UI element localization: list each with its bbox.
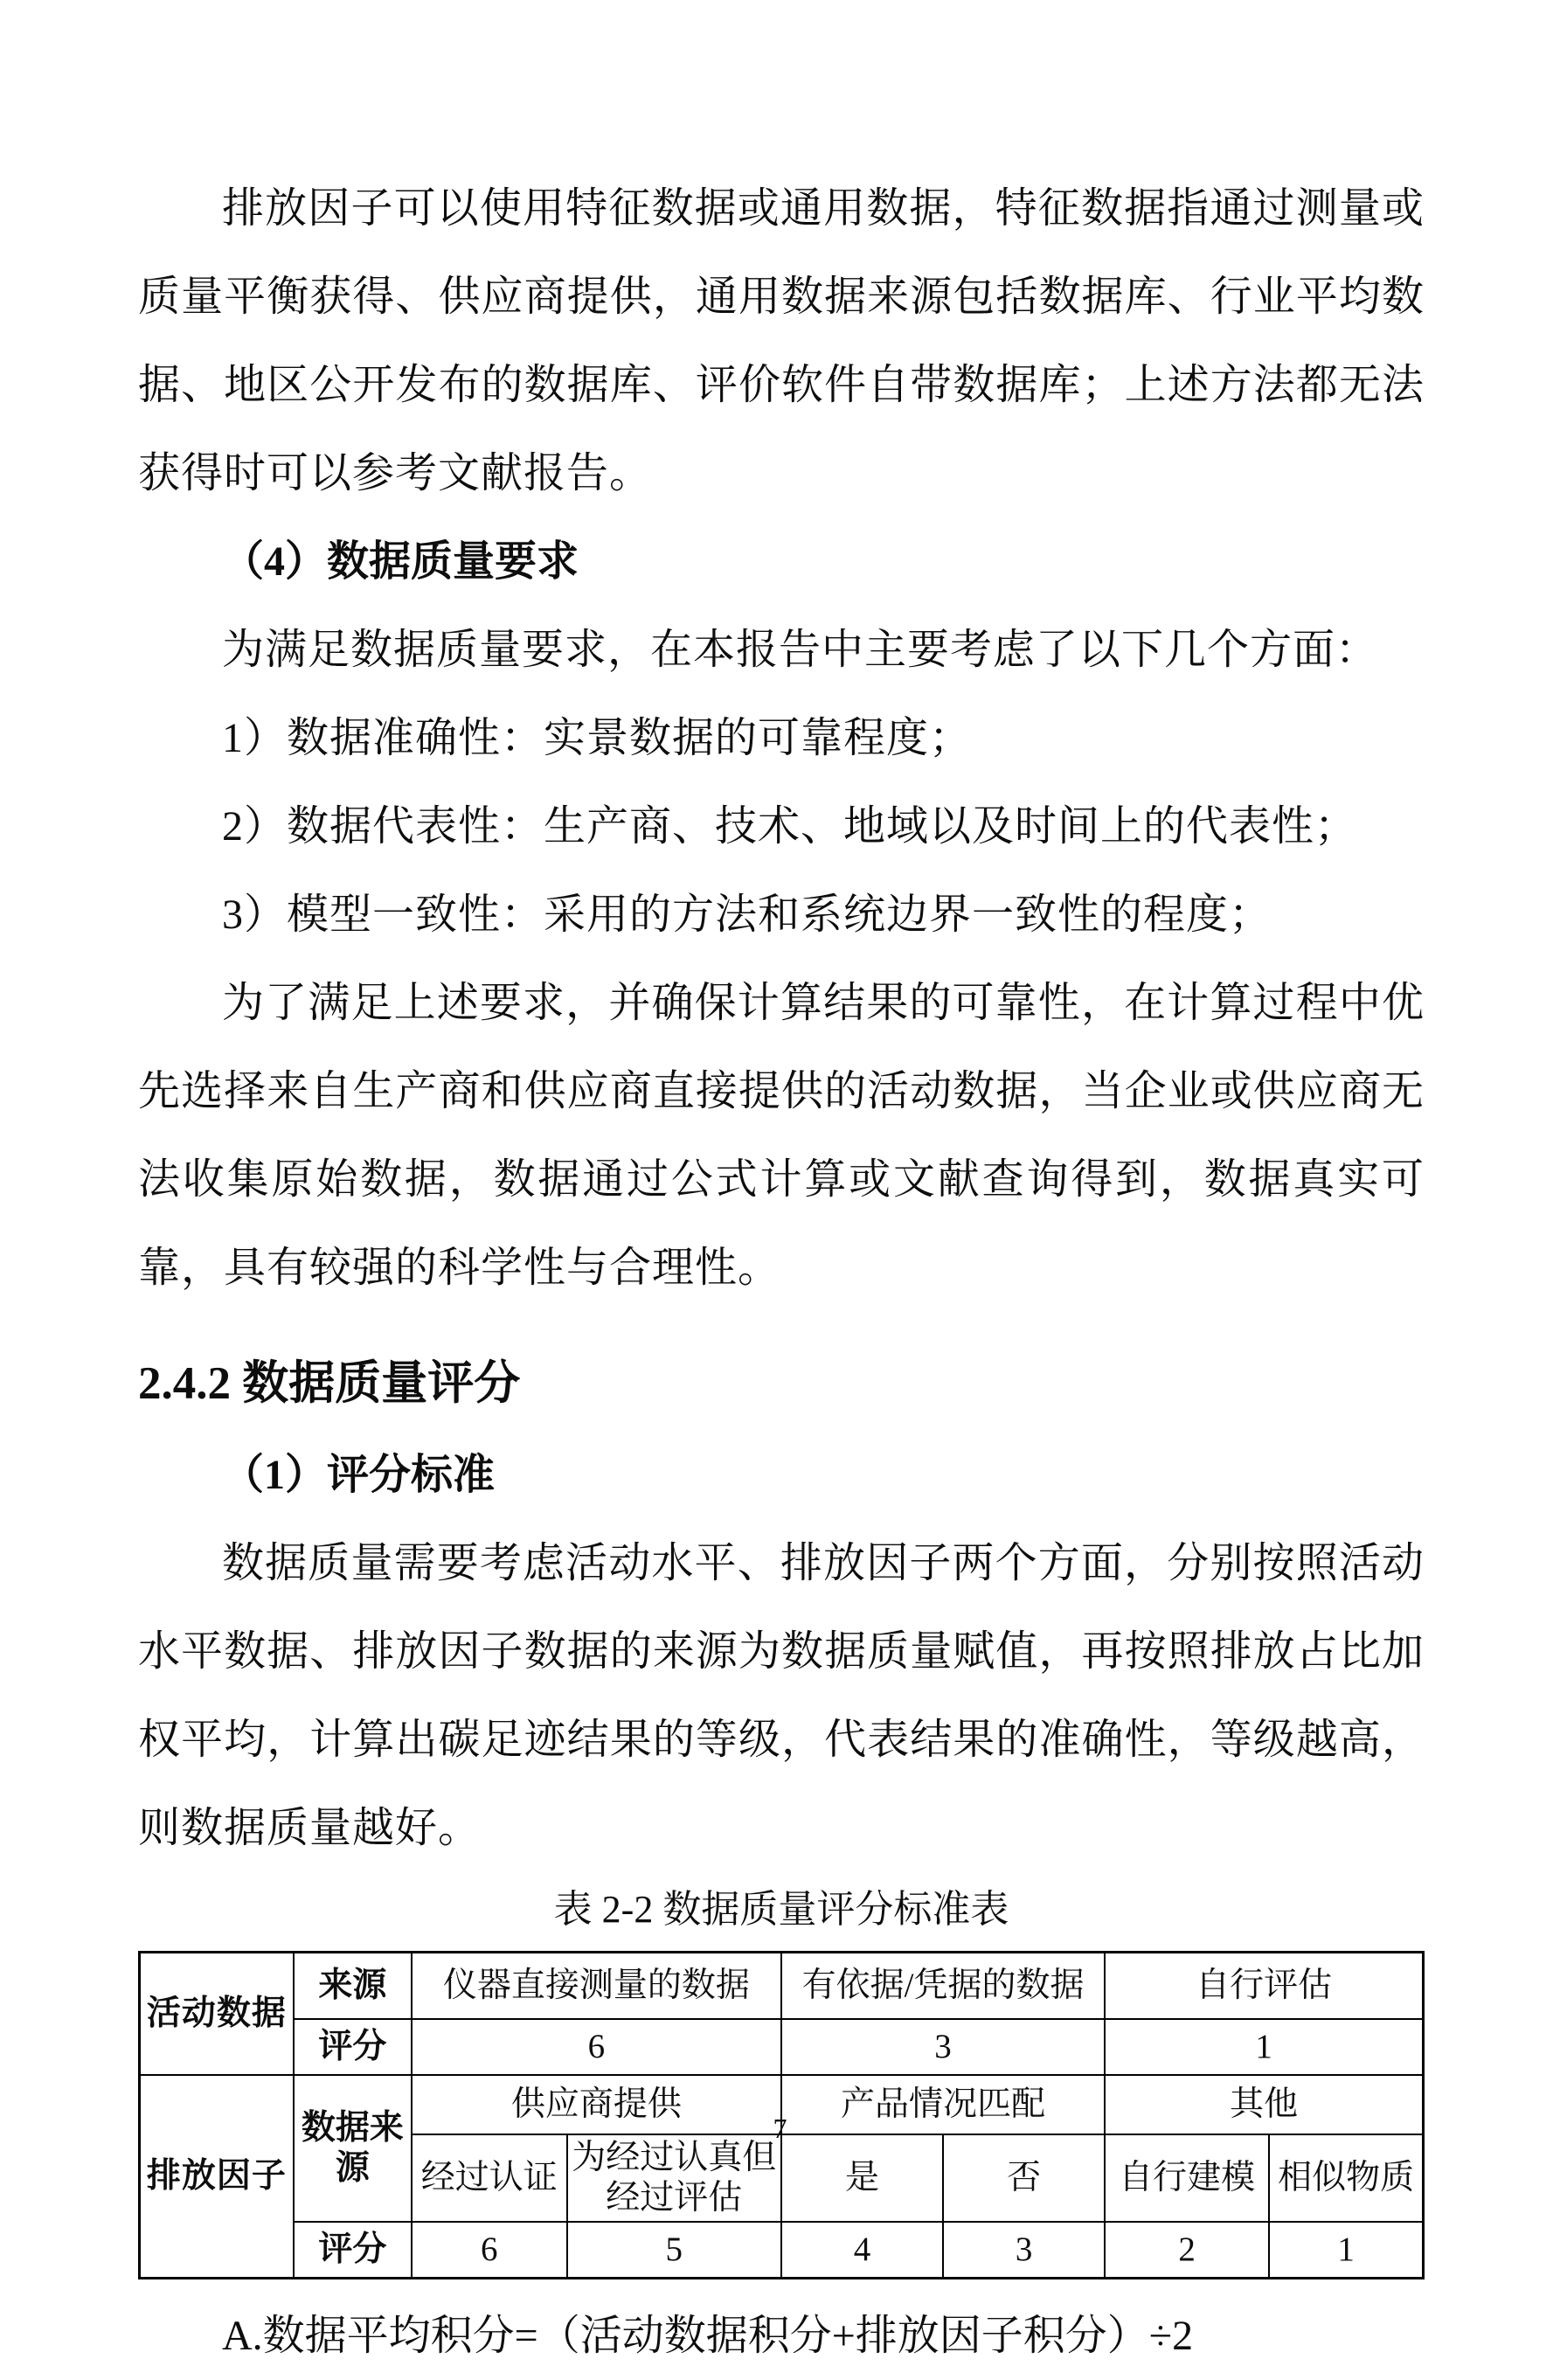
cell-emission-score-1: 6 <box>412 2222 567 2279</box>
cell-activity-score-3: 1 <box>1105 2019 1423 2075</box>
cell-activity-source-label: 来源 <box>294 1953 412 2020</box>
heading-data-quality-requirements: （4）数据质量要求 <box>222 538 579 585</box>
cell-activity-score-1: 6 <box>412 2019 781 2075</box>
cell-emission-score-6: 1 <box>1269 2222 1423 2279</box>
heading-scoring-standard: （1）评分标准 <box>222 1452 496 1498</box>
cell-emission-sub-3: 是 <box>781 2134 943 2222</box>
cell-emission-score-3: 4 <box>781 2222 943 2279</box>
paragraph-data-selection: 为了满足上述要求，并确保计算结果的可靠性，在计算过程中优先选择来自生产商和供应商直接提供的活动数据，当企业或供应商无法收集原始数据，数据通过公式计算或文献查询得到，数据真实可靠，具有较强的科学性与合理性。 <box>138 980 1425 1291</box>
cell-emission-sub-4: 否 <box>943 2134 1105 2222</box>
table-caption: 表 2-2 数据质量评分标准表 <box>553 1888 1009 1931</box>
cell-emission-source-label: 数据来源 <box>294 2075 412 2222</box>
cell-activity-source-2: 有依据/凭据的数据 <box>781 1953 1105 2020</box>
cell-emission-sub-2: 为经过认真但经过评估 <box>567 2134 781 2222</box>
cell-activity-source-1: 仪器直接测量的数据 <box>412 1953 781 2020</box>
cell-emission-score-label: 评分 <box>294 2222 412 2279</box>
cell-emission-group-1: 供应商提供 <box>412 2075 781 2134</box>
paragraph-emission-factor-sources: 排放因子可以使用特征数据或通用数据，特征数据指通过测量或质量平衡获得、供应商提供，通用数据来源包括数据库、行业平均数据、地区公开发布的数据库、评价软件自带数据库；上述方法都无法获得时可以参考文献报告。 <box>138 185 1425 496</box>
table-row <box>140 2019 1424 2075</box>
list-item-representativeness: 2）数据代表性：生产商、技术、地域以及时间上的代表性； <box>222 803 1358 850</box>
cell-emission-score-4: 3 <box>943 2222 1105 2279</box>
cell-emission-sub-1: 经过认证 <box>412 2134 567 2222</box>
cell-emission-sub-6: 相似物质 <box>1269 2134 1423 2222</box>
cell-emission-sub-5: 自行建模 <box>1105 2134 1269 2222</box>
paragraph-quality-intro: 为满足数据质量要求，在本报告中主要考虑了以下几个方面： <box>222 627 1379 673</box>
cell-emission-score-5: 2 <box>1105 2222 1269 2279</box>
cell-emission-group-3: 其他 <box>1105 2075 1423 2134</box>
page-number: 7 <box>773 2113 787 2144</box>
cell-activity-score-label: 评分 <box>294 2019 412 2075</box>
cell-emission-factor-header: 排放因子 <box>140 2075 294 2279</box>
paragraph-scoring-method: 数据质量需要考虑活动水平、排放因子两个方面，分别按照活动水平数据、排放因子数据的来源为数据质量赋值，再按照排放占比加权平均，计算出碳足迹结果的等级，代表结果的准确性，等级越高，则数据质量越好。 <box>138 1540 1425 1851</box>
table-row <box>140 1953 1424 2020</box>
table-row <box>140 2222 1424 2279</box>
list-item-accuracy: 1）数据准确性：实景数据的可靠程度； <box>222 715 973 761</box>
list-item-consistency: 3）模型一致性：采用的方法和系统边界一致性的程度； <box>222 892 1272 938</box>
note-average-score-formula: A.数据平均积分=（活动数据积分+排放因子积分）÷2 <box>222 2313 1194 2359</box>
heading-section-2-4-2: 2.4.2 数据质量评分 <box>138 1358 521 1409</box>
cell-emission-group-2: 产品情况匹配 <box>781 2075 1105 2134</box>
cell-activity-data-header: 活动数据 <box>140 1953 294 2076</box>
cell-activity-score-2: 3 <box>781 2019 1105 2075</box>
cell-emission-score-2: 5 <box>567 2222 781 2279</box>
cell-activity-source-3: 自行评估 <box>1105 1953 1423 2020</box>
